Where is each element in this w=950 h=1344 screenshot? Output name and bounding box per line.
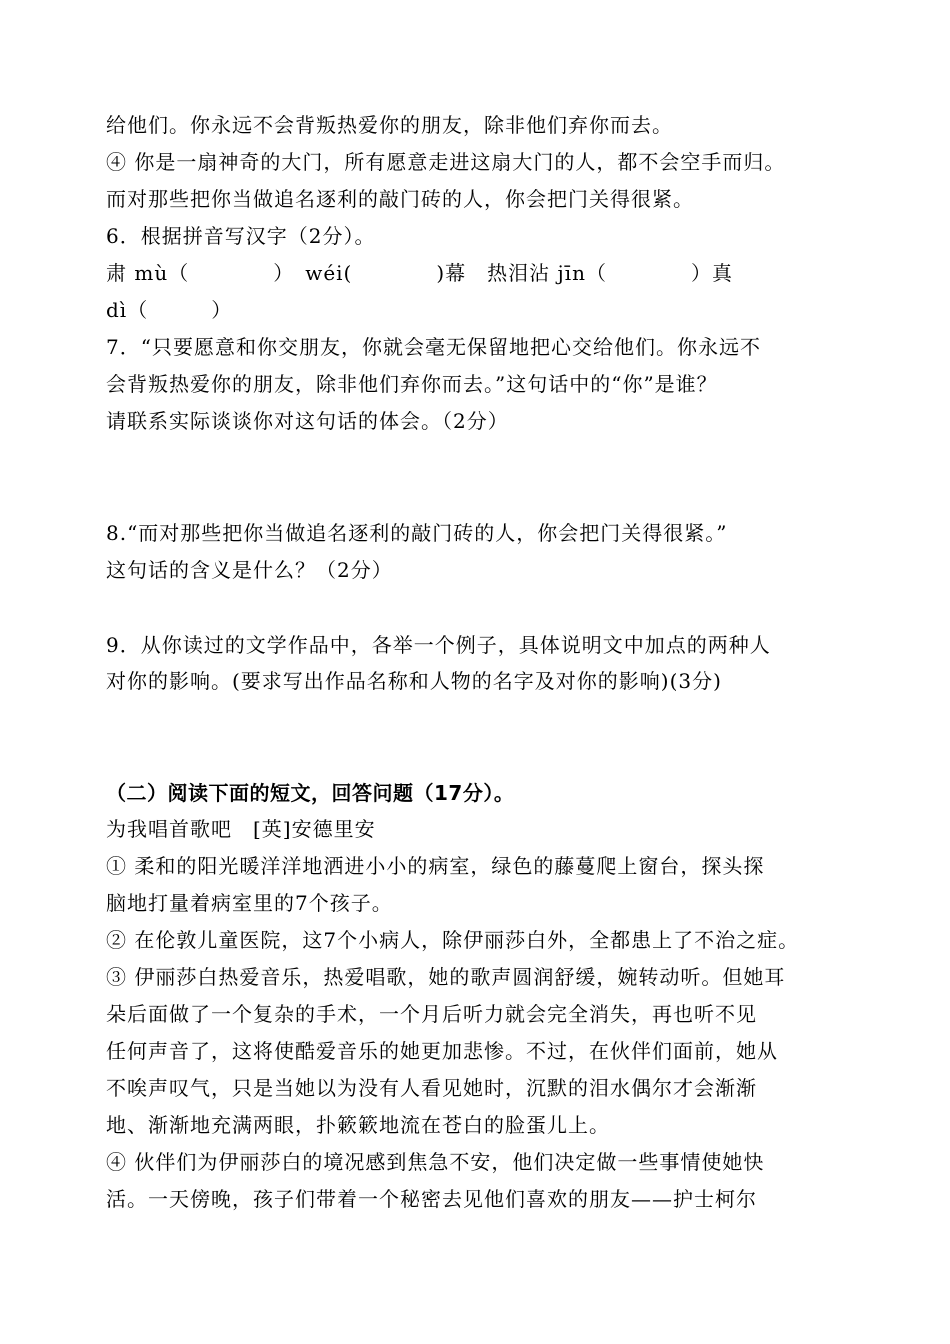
section-heading: （二）阅读下面的短文，回答问题（17分）。 xyxy=(106,781,515,805)
question-8: 8.“而对那些把你当做追名逐利的敲门砖的人，你会把门关得很紧。” xyxy=(106,521,728,545)
question-9-line: 对你的影响。(要求写出作品名称和人物的名字及对你的影响)(3分) xyxy=(106,669,722,693)
paragraph-1: ① 柔和的阳光暖洋洋地洒进小小的病室，绿色的藤蔓爬上窗台，探头探 xyxy=(106,854,765,878)
question-7-line: 请联系实际谈谈你对这句话的体会。（2分） xyxy=(106,409,509,433)
paragraph-3-line: 地、渐渐地充满两眼，扑簌簌地流在苍白的脸蛋儿上。 xyxy=(106,1113,610,1137)
article-title: 为我唱首歌吧 [英]安德里安 xyxy=(106,817,376,841)
paragraph-1-line: 脑地打量着病室里的7个孩子。 xyxy=(106,891,393,915)
paragraph-4-line: 活。一天傍晚，孩子们带着一个秘密去见他们喜欢的朋友——护士柯尔 xyxy=(106,1187,757,1211)
question-7-line: 会背叛热爱你的朋友，除非他们弃你而去。”这句话中的“你”是谁？ xyxy=(106,372,718,396)
question-8-line: 这句话的含义是什么？（2分） xyxy=(106,558,393,582)
text-line: 给他们。你永远不会背叛热爱你的朋友，除非他们弃你而去。 xyxy=(106,113,673,137)
pinyin-line: dì（ ） xyxy=(106,298,233,322)
paragraph-4-line: ④ 你是一扇神奇的大门，所有愿意走进这扇大门的人，都不会空手而归。 xyxy=(106,150,786,174)
question-9: 9．从你读过的文学作品中，各举一个例子，具体说明文中加点的两种人 xyxy=(106,633,771,657)
pinyin-line: 肃 mù（ ） wéi( )幕 热泪沾 jīn（ ）真 xyxy=(106,261,733,285)
paragraph-3-line: 朵后面做了一个复杂的手术，一个月后听力就会完全消失，再也听不见 xyxy=(106,1002,757,1026)
paragraph-4: ④ 伙伴们为伊丽莎白的境况感到焦急不安，他们决定做一些事情使她快 xyxy=(106,1150,765,1174)
paragraph-3-line: 任何声音了，这将使酷爱音乐的她更加悲惨。不过，在伙伴们面前，她从 xyxy=(106,1039,778,1063)
paragraph-2: ② 在伦敦儿童医院，这7个小病人，除伊丽莎白外，全都患上了不治之症。 xyxy=(106,928,800,952)
paragraph-3: ③ 伊丽莎白热爱音乐，热爱唱歌，她的歌声圆润舒缓，婉转动听。但她耳 xyxy=(106,965,786,989)
question-6: 6．根据拼音写汉字（2分）。 xyxy=(106,224,376,248)
text-line: 而对那些把你当做追名逐利的敲门砖的人，你会把门关得很紧。 xyxy=(106,187,694,211)
paragraph-3-line: 不唉声叹气，只是当她以为没有人看见她时，沉默的泪水偶尔才会渐渐 xyxy=(106,1076,757,1100)
question-7: 7．“只要愿意和你交朋友，你就会毫无保留地把心交给他们。你永远不 xyxy=(106,335,761,359)
